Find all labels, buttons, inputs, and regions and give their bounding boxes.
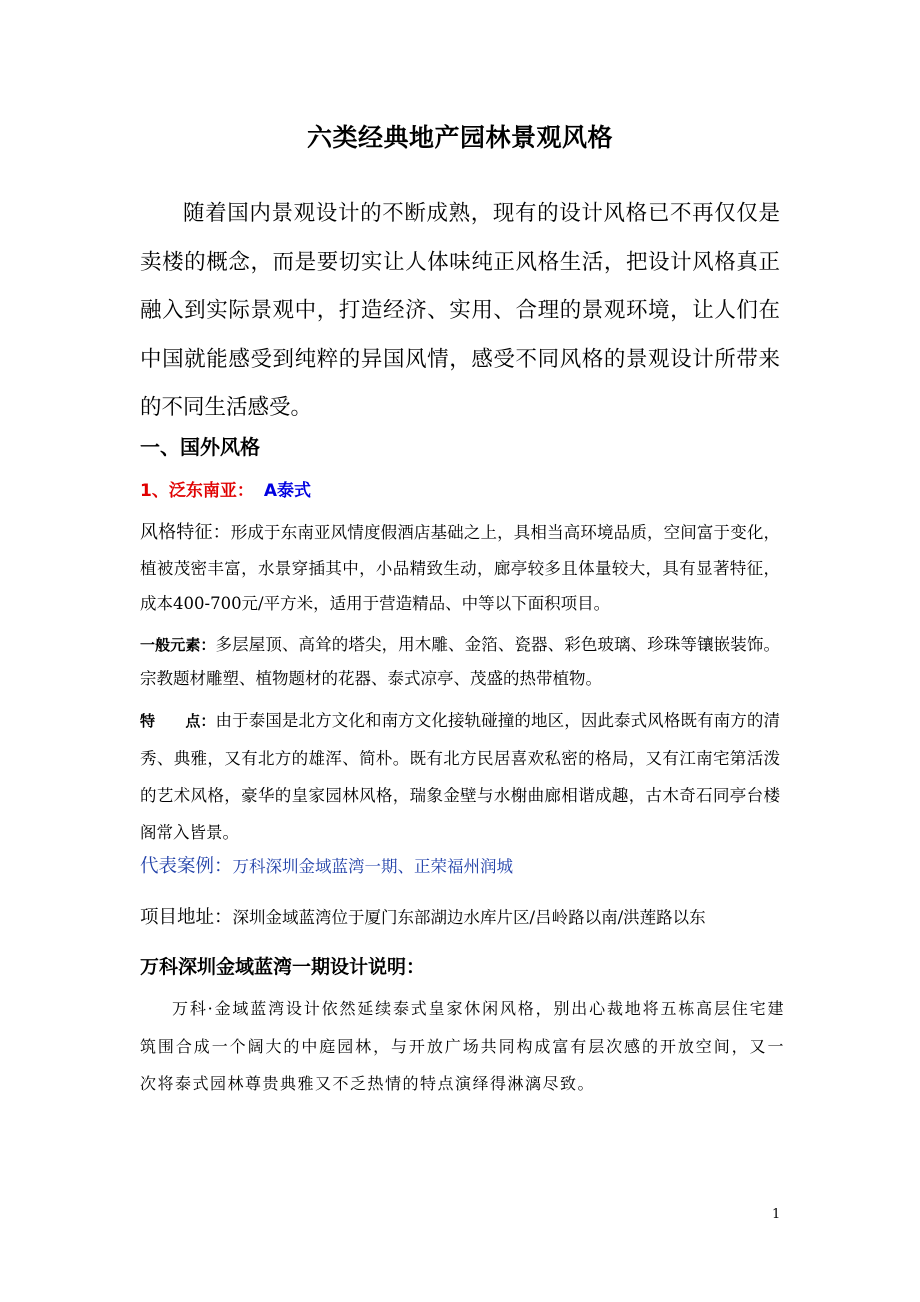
address-text: 深圳金域蓝湾位于厦门东部湖边水库片区/吕岭路以南/洪莲路以东 xyxy=(232,908,706,927)
cases-label: 代表案例： xyxy=(140,856,233,877)
subsection-number-label: 1、泛东南亚： xyxy=(140,481,254,501)
section-heading: 一、国外风格 xyxy=(140,435,260,459)
page-number: 1 xyxy=(772,1207,781,1222)
subsection-style-label: A泰式 xyxy=(263,481,312,501)
feature-label: 风格特征： xyxy=(140,522,231,543)
document-title: 六类经典地产园林景观风格 xyxy=(306,123,613,152)
cases-text: 万科深圳金域蓝湾一期、正荣福州润城 xyxy=(232,857,514,876)
project-address xyxy=(140,903,790,929)
representative-cases xyxy=(140,852,780,878)
elements-text: 多层屋顶、高耸的塔尖，用木雕、金箔、瓷器、彩色玻璃、珍珠等镶嵌装饰。宗教题材雕塑、植物题材的花器、泰式凉亭、茂盛的热带植物。 xyxy=(140,635,780,688)
feature-paragraph xyxy=(140,515,780,622)
traits-label: 特 点： xyxy=(140,712,216,730)
elements-paragraph xyxy=(140,628,780,696)
subsection-heading xyxy=(140,476,311,501)
design-description-body: 万科·金域蓝湾设计依然延续泰式皇家休闲风格，别出心裁地将五栋高层住宅建筑围合成一个阔大的中庭园林，与开放广场共同构成富有层次感的开放空间，又一次将泰式园林尊贵典雅又不乏热情的特点演绎得淋漓尽致。 xyxy=(140,999,785,1093)
elements-label: 一般元素： xyxy=(140,636,216,654)
design-description-title: 万科深圳金域蓝湾一期设计说明： xyxy=(140,956,426,978)
address-label: 项目地址： xyxy=(140,907,233,928)
feature-text: 形成于东南亚风情度假酒店基础之上，具相当高环境品质，空间富于变化，植被茂密丰富，水景穿插其中，小品精致生动，廊亭较多且体量较大，具有显著特征，成本400-700元/平方米，适用于营造精品、中等以下面积项目。 xyxy=(140,523,781,613)
traits-text: 由于泰国是北方文化和南方文化接轨碰撞的地区，因此泰式风格既有南方的清秀、典雅，又有北方的雄浑、简朴。既有北方民居喜欢私密的格局，又有江南宅第活泼的艺术风格，豪华的皇家园林风格，瑞象金壁与水榭曲廊相谐成趣，古木奇石同亭台楼阁常入皆景。 xyxy=(140,711,780,842)
intro-paragraph: 随着国内景观设计的不断成熟，现有的设计风格已不再仅仅是卖楼的概念，而是要切实让人体味纯正风格生活，把设计风格真正融入到实际景观中，打造经济、实用、合理的景观环境，让人们在中国就能感受到纯粹的异国风情，感受不同风格的景观设计所带来的不同生活感受。 xyxy=(140,201,780,420)
traits-paragraph xyxy=(140,702,780,851)
